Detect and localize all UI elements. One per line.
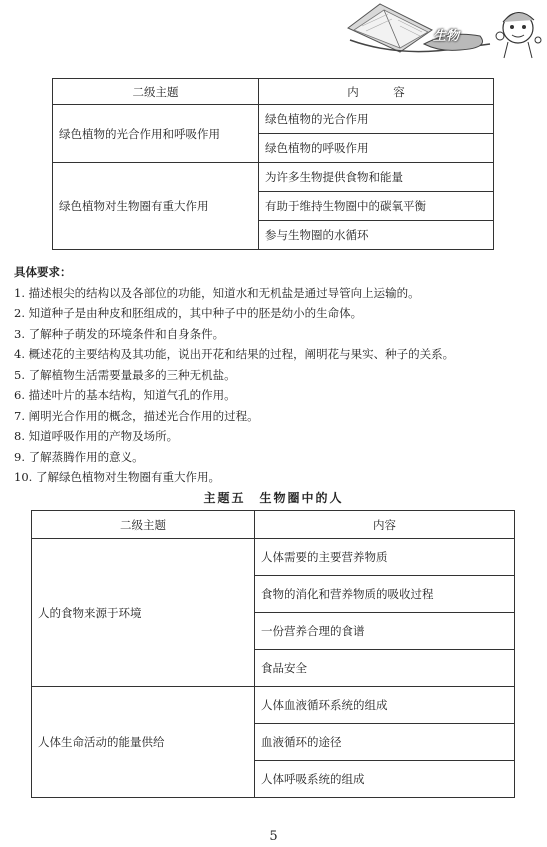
content-cell: 绿色植物的呼吸作用 — [259, 134, 494, 163]
content-cell: 绿色植物的光合作用 — [259, 105, 494, 134]
requirements-section — [14, 262, 454, 488]
table-header-row — [32, 511, 515, 539]
content-cell: 人体需要的主要营养物质 — [255, 539, 515, 576]
topic-cell: 人的食物来源于环境 — [32, 539, 255, 687]
table-header-row — [53, 79, 494, 105]
requirement-item: 2. 知道种子是由种皮和胚组成的，其中种子中的胚是幼小的生命体。 — [14, 306, 363, 320]
requirements-title: 具体要求： — [14, 265, 72, 279]
table-human-topics — [31, 510, 515, 798]
requirement-item: 9. 了解蒸腾作用的意义。 — [14, 449, 144, 464]
header-cell-topic: 二级主题 — [32, 511, 255, 539]
requirement-item: 3. 了解种子萌发的环境条件和自身条件。 — [14, 326, 225, 341]
table-row — [32, 687, 515, 724]
content-cell: 一份营养合理的食谱 — [255, 613, 515, 650]
header-cell-topic: 二级主题 — [53, 79, 259, 105]
requirement-item: 1. 描述根尖的结构以及各部位的功能，知道水和无机盐是通过导管向上运输的。 — [14, 285, 420, 300]
requirement-item: 4. 概述花的主要结构及其功能，说出开花和结果的过程，阐明花与果实、种子的关系。 — [14, 347, 455, 361]
topic-cell: 绿色植物对生物圈有重大作用 — [53, 163, 259, 250]
table-row — [53, 163, 494, 192]
topic-cell: 绿色植物的光合作用和呼吸作用 — [53, 105, 259, 163]
content-cell: 血液循环的途径 — [255, 724, 515, 761]
topic-cell: 人体生命活动的能量供给 — [32, 687, 255, 798]
content-cell: 参与生物圈的水循环 — [259, 221, 494, 250]
header-cell-content: 内容 — [255, 511, 515, 539]
header-cell-content: 内 容 — [259, 79, 494, 105]
requirement-item: 10. 了解绿色植物对生物圈有重大作用。 — [14, 470, 220, 484]
page-number: 5 — [269, 829, 278, 844]
content-cell: 人体呼吸系统的组成 — [255, 761, 515, 798]
table-row — [32, 539, 515, 576]
content-cell: 人体血液循环系统的组成 — [255, 687, 515, 724]
requirement-item: 8. 知道呼吸作用的产物及场所。 — [14, 429, 179, 443]
subject-badge: 生物 — [433, 29, 460, 44]
requirement-item: 7. 阐明光合作用的概念，描述光合作用的过程。 — [14, 408, 259, 423]
section-title: 主题五 生物圈中的人 — [203, 491, 344, 505]
requirement-item: 6. 描述叶片的基本结构，知道气孔的作用。 — [14, 388, 236, 402]
content-cell: 为许多生物提供食物和能量 — [259, 163, 494, 192]
requirement-item: 5. 了解植物生活需要量最多的三种无机盐。 — [14, 367, 236, 382]
header-illustration — [340, 0, 547, 62]
content-cell: 食品安全 — [255, 650, 515, 687]
table-plant-topics — [52, 78, 494, 250]
table-row — [53, 105, 494, 134]
content-cell: 有助于维持生物圈中的碳氧平衡 — [259, 192, 494, 221]
content-cell: 食物的消化和营养物质的吸收过程 — [255, 576, 515, 613]
